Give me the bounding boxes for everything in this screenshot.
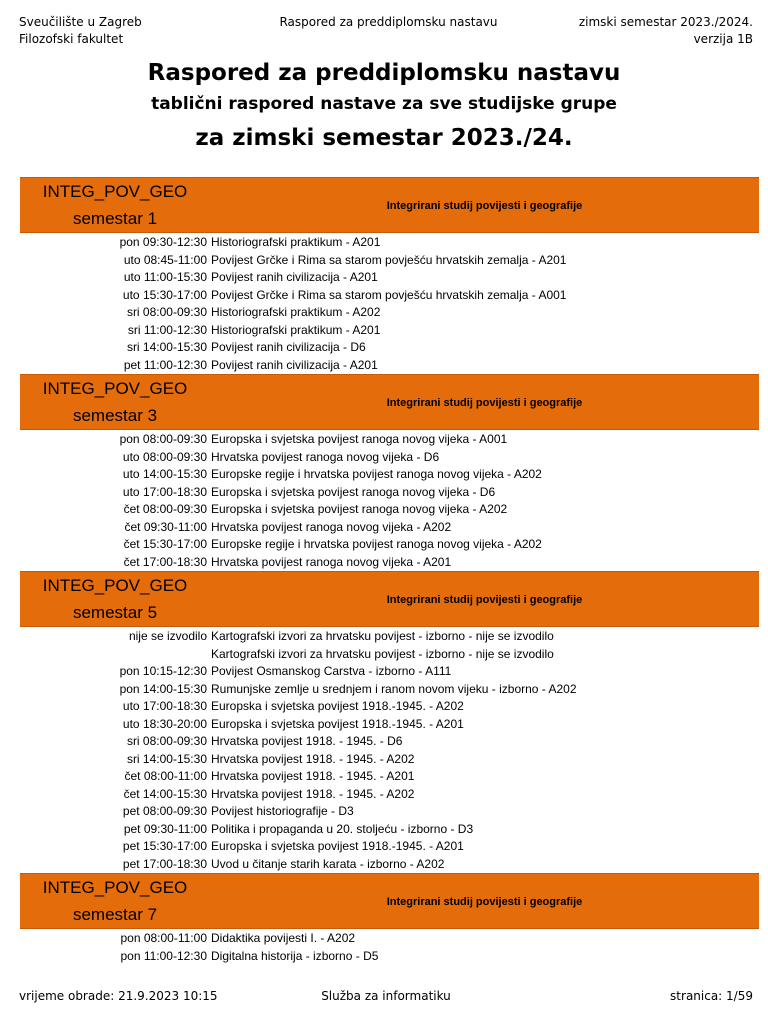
row-time: pon 10:15-12:30 [119,664,207,678]
row-time: nije se izvodilo [128,629,207,643]
schedule-row [20,821,759,839]
version-label: verzija 1B [693,32,753,46]
row-course: Digitalna historija - izborno - D5 [211,948,379,963]
row-time: pon 09:30-12:30 [119,235,207,249]
group-semester: semestar 5 [72,603,158,622]
schedule-row [20,930,759,948]
row-course: Europska i svjetska povijest 1918.-1945. - A201 [211,839,464,853]
row-time: sri 11:00-12:30 [127,322,207,337]
row-time: pet 08:00-09:30 [122,804,207,818]
schedule-row [20,646,759,664]
row-time: uto 11:00-15:30 [123,270,207,284]
schedule-row [20,786,759,804]
row-time: čet 08:00-11:00 [124,769,207,783]
row-time: uto 18:30-20:00 [122,716,207,731]
row-time: uto 14:00-15:30 [122,467,207,481]
row-time: pet 11:00-12:30 [123,357,207,372]
row-time: pet 09:30-11:00 [123,821,207,836]
header-term [579,14,753,48]
row-time: sri 08:00-09:30 [126,734,207,748]
schedule-row [20,733,759,751]
schedule-row [20,838,759,856]
row-course: Europska i svjetska povijest 1918.-1945. - A201 [211,716,464,731]
processing-time: vrijeme obrade: 21.9.2023 10:15 [19,989,218,1003]
schedule-row [20,269,759,287]
row-time: pon 14:00-15:30 [119,681,207,696]
row-course: Hrvatska povijest 1918. - 1945. - A202 [211,751,415,766]
page-number: stranica: 1/59 [670,989,753,1003]
schedule-row [20,484,759,502]
group-program-name: Integrirani studij povijesti i geografije [386,896,583,908]
schedule-list [20,430,759,571]
schedule-row [20,948,759,966]
row-time: pon 08:00-09:30 [119,432,207,446]
schedule-row [20,431,759,449]
group-header [20,177,759,233]
group-semester: semestar 3 [72,406,158,425]
row-course: Povijest ranih civilizacija - D6 [211,340,366,354]
group-header [20,873,759,929]
row-course: Povijest Grčke i Rima sa starom povješću hrvatskih zemalja - A201 [211,252,567,267]
row-course: Europske regije i hrvatska povijest ranoga novog vijeka - A202 [211,537,542,551]
row-course: Europska i svjetska povijest 1918.-1945. - A202 [211,699,464,713]
schedule-row [20,751,759,769]
schedule-row [20,856,759,874]
row-course: Hrvatska povijest ranoga novog vijeka - A202 [211,519,452,534]
row-course: Rumunjske zemlje u srednjem i ranom novom vijeku - izborno - A202 [211,681,577,696]
schedule-row [20,252,759,270]
row-course: Povijest Grčke i Rima sa starom povješću hrvatskih zemalja - A001 [211,287,567,302]
group-header [20,571,759,627]
row-course: Historiografski praktikum - A202 [211,305,381,319]
row-time: čet 08:00-09:30 [123,502,207,516]
row-course: Historiografski praktikum - A201 [211,322,381,337]
row-course: Povijest historiografije - D3 [211,804,354,818]
schedule-list [20,627,759,873]
row-course: Europske regije i hrvatska povijest ranoga novog vijeka - A202 [211,467,542,481]
group-code: INTEG_POV_GEO [42,379,188,398]
term-title: za zimski semestar 2023./24. [195,125,573,151]
row-time: uto 08:45-11:00 [123,252,207,267]
row-time: sri 08:00-09:30 [126,305,207,319]
row-course: Hrvatska povijest 1918. - 1945. - A202 [211,786,415,801]
schedule-row [20,716,759,734]
group-header [20,374,759,430]
row-course: Didaktika povijesti I. - A202 [211,931,356,945]
row-course: Povijest ranih civilizacija - A201 [211,357,378,372]
schedule-row [20,501,759,519]
row-time: čet 14:00-15:30 [123,786,207,801]
page-header [19,14,753,50]
header-center-title: Raspored za preddiplomsku nastavu [279,15,498,29]
row-time: pet 17:00-18:30 [122,856,207,871]
schedule-row [20,234,759,252]
row-course: Historiografski praktikum - A201 [211,235,381,249]
row-course: Povijest Osmanskog Carstva - izborno - A111 [211,664,452,678]
schedule-list [20,233,759,374]
row-course: Hrvatska povijest 1918. - 1945. - D6 [211,734,403,748]
schedule-row [20,663,759,681]
row-course: Uvod u čitanje starih karata - izborno - A202 [211,856,445,871]
schedule-row [20,304,759,322]
row-time: uto 15:30-17:00 [122,287,207,302]
schedule-sections [20,177,759,965]
schedule-row [20,768,759,786]
row-course: Povijest ranih civilizacija - A201 [211,270,378,284]
main-title: Raspored za preddiplomsku nastavu [147,60,621,86]
row-course: Europska i svjetska povijest ranoga novog vijeka - A202 [211,502,508,516]
row-course: Kartografski izvori za hrvatsku povijest - izborno - nije se izvodilo [211,646,554,661]
schedule-row [20,339,759,357]
row-time: uto 08:00-09:30 [122,449,207,464]
row-time: uto 17:00-18:30 [122,699,207,713]
group-program-name: Integrirani studij povijesti i geografije [386,594,583,606]
group-program-name: Integrirani studij povijesti i geografije [386,397,583,409]
row-course: Kartografski izvori za hrvatsku povijest - izborno - nije se izvodilo [211,629,554,643]
row-course: Hrvatska povijest ranoga novog vijeka - D6 [211,449,440,464]
schedule-row [20,357,759,375]
row-time: uto 17:00-18:30 [122,484,207,499]
page-footer [19,988,753,1006]
schedule-list [20,929,759,965]
schedule-row [20,628,759,646]
row-time: pet 15:30-17:00 [122,839,207,853]
schedule-row [20,449,759,467]
row-time: sri 14:00-15:30 [126,340,207,354]
subtitle: tablični raspored nastave za sve studijske grupe [151,94,617,114]
row-course: Hrvatska povijest 1918. - 1945. - A201 [211,769,415,783]
group-code: INTEG_POV_GEO [42,878,188,897]
row-time: pon 08:00-11:00 [120,931,207,945]
schedule-row [20,554,759,572]
schedule-row [20,803,759,821]
document-titles [0,56,768,158]
schedule-row [20,322,759,340]
schedule-row [20,681,759,699]
row-course: Hrvatska povijest ranoga novog vijeka - A201 [211,554,452,569]
group-semester: semestar 7 [72,905,158,924]
semester-label: zimski semestar 2023./2024. [578,15,753,29]
group-semester: semestar 1 [72,209,158,228]
row-course: Europska i svjetska povijest ranoga novog vijeka - D6 [211,484,496,499]
row-time: sri 14:00-15:30 [126,751,207,766]
row-time: čet 09:30-11:00 [124,519,207,534]
row-time: čet 15:30-17:00 [123,537,207,551]
schedule-row [20,466,759,484]
schedule-row [20,519,759,537]
row-time: pon 11:00-12:30 [120,948,207,963]
group-code: INTEG_POV_GEO [42,182,188,201]
faculty-name: Filozofski fakultet [19,32,124,46]
row-course: Europska i svjetska povijest ranoga novog vijeka - A001 [211,432,508,446]
service-name: Služba za informatiku [321,989,451,1003]
group-program-name: Integrirani studij povijesti i geografije [386,200,583,212]
schedule-row [20,536,759,554]
schedule-row [20,287,759,305]
group-code: INTEG_POV_GEO [42,576,188,595]
row-time: čet 17:00-18:30 [123,554,207,569]
schedule-row [20,698,759,716]
row-course: Politika i propaganda u 20. stoljeću - izborno - D3 [211,821,474,836]
university-name: Sveučilište u Zagreb [19,15,142,29]
